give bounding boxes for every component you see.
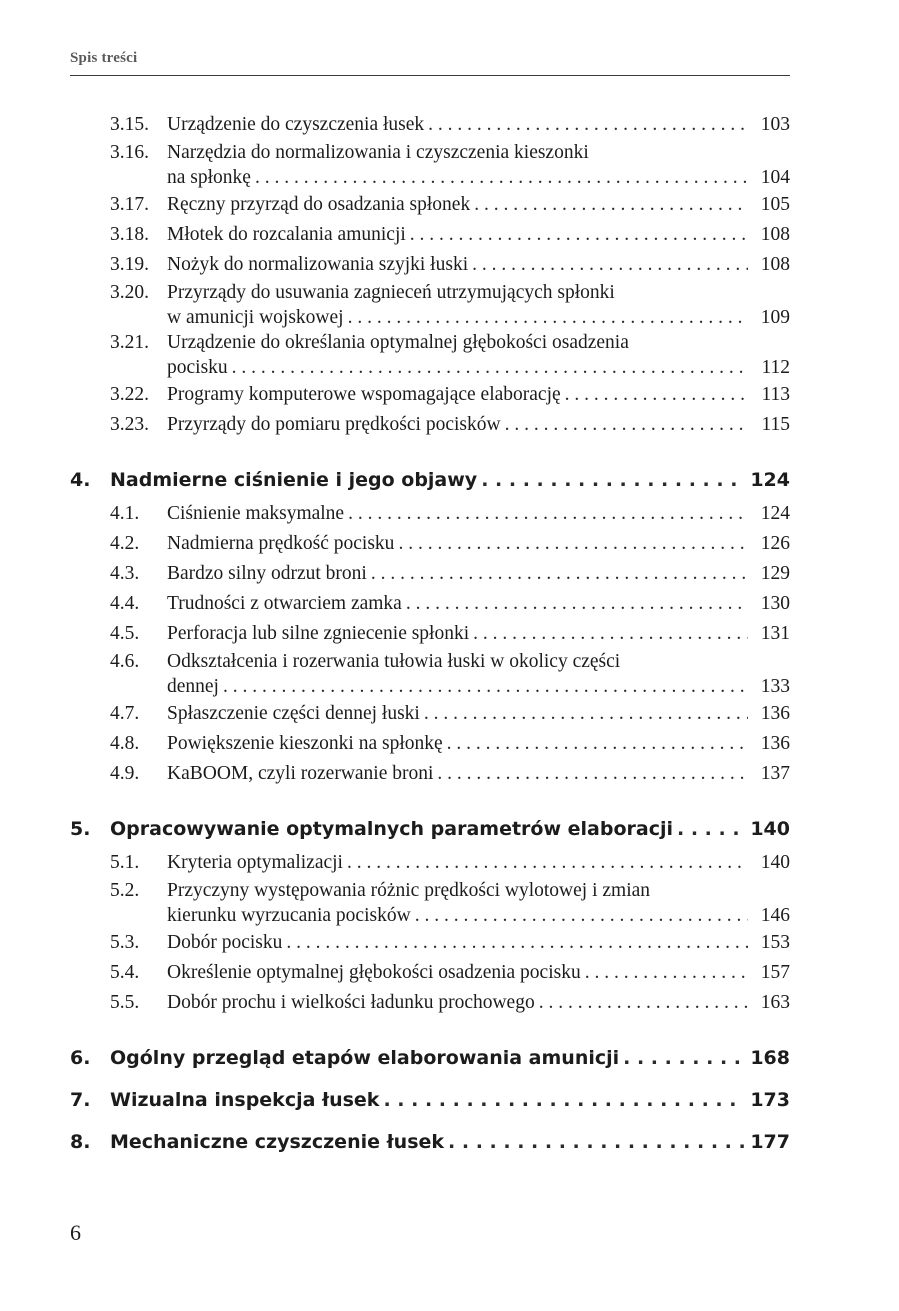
toc-section-entry[interactable] — [70, 759, 790, 789]
toc-page-number: 157 — [760, 962, 790, 983]
toc-entry-title: Urządzenie do czyszczenia łusek — [167, 114, 425, 135]
dot-leader — [585, 958, 748, 988]
toc-chapter-entry[interactable] — [70, 814, 790, 844]
toc-entry-number: 7. — [70, 1089, 91, 1111]
section-gap — [70, 1115, 790, 1127]
toc-entry-title: Odkształcenia i rozerwania tułowia łuski w okolicy części — [167, 651, 621, 672]
toc-section-entry[interactable] — [70, 878, 790, 928]
toc-page-number: 113 — [761, 384, 790, 405]
dot-leader — [428, 110, 748, 140]
toc-entry-number: 4.7. — [110, 703, 140, 724]
dot-leader — [448, 1127, 744, 1157]
toc-page-number: 103 — [760, 114, 790, 135]
dot-leader — [348, 499, 748, 529]
toc-entry-number: 3.23. — [110, 414, 149, 435]
dot-leader — [223, 674, 748, 699]
toc-entry-number: 4.5. — [110, 623, 140, 644]
toc-entry-title: Programy komputerowe wspomagające elaborację — [167, 384, 561, 405]
toc-page-number: 137 — [760, 763, 790, 784]
toc-entry-number: 4.6. — [110, 651, 140, 672]
toc-section-entry[interactable] — [70, 699, 790, 729]
toc-entry-number: 4.4. — [110, 593, 140, 614]
toc-entry-title: Wizualna inspekcja łusek — [110, 1089, 380, 1111]
toc-entry-title: Ciśnienie maksymalne — [167, 503, 345, 524]
toc-section-entry[interactable] — [70, 958, 790, 988]
toc-entry-number: 4.9. — [110, 763, 140, 784]
toc-entry-title: Młotek do rozcalania amunicji — [167, 224, 406, 245]
toc-entry-number: 5. — [70, 818, 91, 840]
dot-leader — [623, 1043, 744, 1073]
toc-entry-number: 5.1. — [110, 852, 140, 873]
dot-leader — [398, 529, 748, 559]
dot-leader — [505, 410, 748, 440]
toc-page-number: 177 — [750, 1131, 790, 1153]
toc-section-entry[interactable] — [70, 928, 790, 958]
toc-entry-number: 5.3. — [110, 932, 140, 953]
toc-section-entry[interactable] — [70, 559, 790, 589]
toc-entry-number: 5.4. — [110, 962, 140, 983]
toc-entry-title: Dobór pocisku — [167, 932, 283, 953]
header-rule — [70, 75, 790, 76]
toc-page-number: 112 — [761, 357, 790, 378]
toc-page-number: 131 — [760, 623, 790, 644]
toc-section-entry[interactable] — [70, 589, 790, 619]
toc-entry-title: Spłaszczenie części dennej łuski — [167, 703, 420, 724]
toc-entry-title: Mechaniczne czyszczenie łusek — [110, 1131, 445, 1153]
dot-leader — [677, 814, 744, 844]
toc-section-entry[interactable] — [70, 330, 790, 380]
toc-section-entry[interactable] — [70, 529, 790, 559]
toc-entry-number: 3.18. — [110, 224, 149, 245]
toc-entry-number: 4.1. — [110, 503, 140, 524]
section-gap — [70, 789, 790, 814]
table-of-contents — [70, 110, 790, 1157]
toc-entry-title: w amunicji wojskowej — [167, 307, 344, 328]
toc-entry-number: 4. — [70, 469, 91, 491]
toc-page-number: 168 — [750, 1047, 790, 1069]
toc-entry-title: Dobór prochu i wielkości ładunku prochowego — [167, 992, 535, 1013]
toc-entry-title: pocisku — [167, 357, 228, 378]
toc-page-number: 104 — [760, 167, 790, 188]
toc-entry-title: Opracowywanie optymalnych parametrów elaboracji — [110, 818, 674, 840]
toc-entry-title: Przyrządy do pomiaru prędkości pocisków — [167, 414, 501, 435]
toc-section-entry[interactable] — [70, 190, 790, 220]
toc-page-number: 124 — [750, 469, 790, 491]
toc-entry-number: 3.22. — [110, 384, 149, 405]
toc-entry-number: 3.19. — [110, 254, 149, 275]
toc-entry-title: Perforacja lub silne zgniecenie spłonki — [167, 623, 470, 644]
running-header: Spis treści — [70, 50, 138, 66]
section-gap — [70, 440, 790, 465]
toc-page-number: 129 — [760, 563, 790, 584]
dot-leader — [481, 465, 744, 495]
toc-page-number: 124 — [760, 503, 790, 524]
toc-page-number: 109 — [760, 307, 790, 328]
toc-chapter-entry[interactable] — [70, 1043, 790, 1073]
toc-entry-title: Bardzo silny odrzut broni — [167, 563, 367, 584]
toc-entry-title: Określenie optymalnej głębokości osadzenia pocisku — [167, 962, 581, 983]
toc-entry-title: Przyrządy do usuwania zagnieceń utrzymujących spłonki — [167, 282, 615, 303]
toc-page-number: 108 — [760, 254, 790, 275]
toc-entry-number: 6. — [70, 1047, 91, 1069]
toc-section-entry[interactable] — [70, 250, 790, 280]
toc-section-entry[interactable] — [70, 649, 790, 699]
toc-page-number: 146 — [760, 905, 790, 926]
toc-page-number: 153 — [760, 932, 790, 953]
toc-section-entry[interactable] — [70, 220, 790, 250]
section-gap — [70, 1073, 790, 1085]
dot-leader — [437, 759, 748, 789]
dot-leader — [415, 903, 748, 928]
dot-leader — [255, 165, 748, 190]
dot-leader — [406, 589, 748, 619]
toc-entry-title: KaBOOM, czyli rozerwanie broni — [167, 763, 434, 784]
dot-leader — [424, 699, 748, 729]
toc-entry-title: Kryteria optymalizacji — [167, 852, 343, 873]
toc-entry-number: 3.20. — [110, 282, 149, 303]
section-gap — [70, 1018, 790, 1043]
toc-section-entry[interactable] — [70, 280, 790, 330]
dot-leader — [371, 559, 748, 589]
toc-chapter-entry[interactable] — [70, 1127, 790, 1157]
toc-chapter-entry[interactable] — [70, 1085, 790, 1115]
toc-entry-title: Ręczny przyrząd do osadzania spłonek — [167, 194, 471, 215]
dot-leader — [473, 619, 748, 649]
toc-chapter-entry[interactable] — [70, 465, 790, 495]
dot-leader — [410, 220, 748, 250]
toc-entry-number: 4.3. — [110, 563, 140, 584]
toc-page-number: 163 — [760, 992, 790, 1013]
toc-section-entry[interactable] — [70, 848, 790, 878]
toc-page-number: 105 — [760, 194, 790, 215]
toc-page-number: 130 — [760, 593, 790, 614]
dot-leader — [383, 1085, 744, 1115]
toc-page-number: 140 — [750, 818, 790, 840]
dot-leader — [232, 355, 748, 380]
toc-section-entry[interactable] — [70, 110, 790, 140]
toc-entry-title: kierunku wyrzucania pocisków — [167, 905, 411, 926]
dot-leader — [472, 250, 748, 280]
toc-entry-number: 3.17. — [110, 194, 149, 215]
toc-entry-title: dennej — [167, 676, 219, 697]
toc-page-number: 115 — [761, 414, 790, 435]
dot-leader — [565, 380, 748, 410]
toc-entry-number: 5.2. — [110, 880, 140, 901]
toc-entry-number: 3.15. — [110, 114, 149, 135]
dot-leader — [348, 305, 748, 330]
toc-entry-title: Nadmierna prędkość pocisku — [167, 533, 395, 554]
toc-entry-title: Urządzenie do określania optymalnej głębokości osadzenia — [167, 332, 629, 353]
toc-entry-title: Powiększenie kieszonki na spłonkę — [167, 733, 443, 754]
dot-leader — [474, 190, 748, 220]
toc-entry-title: Przyczyny występowania różnic prędkości wylotowej i zmian — [167, 880, 651, 901]
toc-entry-title: Nadmierne ciśnienie i jego objawy — [110, 469, 478, 491]
toc-page-number: 126 — [760, 533, 790, 554]
toc-entry-title: Narzędzia do normalizowania i czyszczenia kieszonki — [167, 142, 589, 163]
toc-entry-title: na spłonkę — [167, 167, 251, 188]
toc-page-number: 136 — [760, 733, 790, 754]
toc-entry-number: 5.5. — [110, 992, 140, 1013]
dot-leader — [347, 848, 748, 878]
toc-page-number: 140 — [760, 852, 790, 873]
page-number: 6 — [70, 1220, 81, 1245]
toc-page-number: 133 — [760, 676, 790, 697]
toc-section-entry[interactable] — [70, 619, 790, 649]
toc-entry-title: Trudności z otwarciem zamka — [167, 593, 402, 614]
toc-entry-number: 4.2. — [110, 533, 140, 554]
dot-leader — [447, 729, 748, 759]
toc-section-entry[interactable] — [70, 988, 790, 1018]
toc-entry-title: Ogólny przegląd etapów elaborowania amunicji — [110, 1047, 620, 1069]
toc-entry-number: 3.16. — [110, 142, 149, 163]
dot-leader — [539, 988, 748, 1018]
toc-page-number: 136 — [760, 703, 790, 724]
toc-entry-number: 8. — [70, 1131, 91, 1153]
toc-entry-number: 4.8. — [110, 733, 140, 754]
toc-page-number: 173 — [750, 1089, 790, 1111]
toc-page-number: 108 — [760, 224, 790, 245]
toc-section-entry[interactable] — [70, 499, 790, 529]
toc-section-entry[interactable] — [70, 410, 790, 440]
toc-section-entry[interactable] — [70, 729, 790, 759]
dot-leader — [286, 928, 748, 958]
toc-entry-title: Nożyk do normalizowania szyjki łuski — [167, 254, 469, 275]
toc-entry-number: 3.21. — [110, 332, 149, 353]
toc-section-entry[interactable] — [70, 380, 790, 410]
toc-section-entry[interactable] — [70, 140, 790, 190]
